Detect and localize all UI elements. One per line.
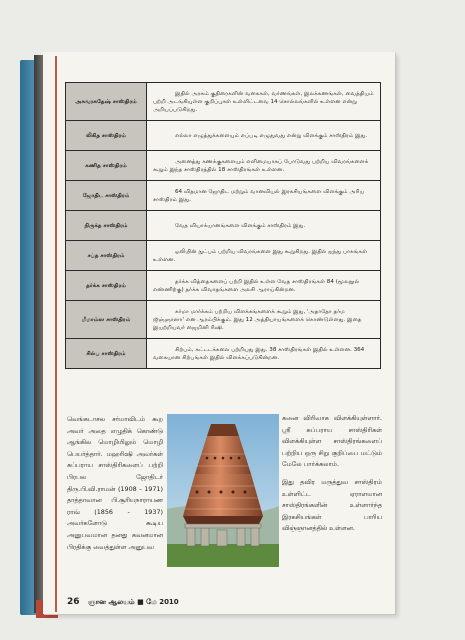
shastra-description: இதில் அரசும் குதிரைகளின் வகைகள், வர்ணங்கள், இலக்கணங்கள், வைத்தியம் பற்றி அடங்கியுள்ள குறிப்புகள் உள்ளிட்டவை 14 சொல்லங்களில் உள்ளன என்று அறியப்படுகிறது. bbox=[147, 83, 381, 121]
shastra-name: நிருக்த சாஸ்திரம் bbox=[66, 211, 147, 241]
magazine-issue: ஞான ஆலயம் ■ மே 2010 bbox=[87, 598, 179, 606]
shastra-row bbox=[66, 339, 381, 369]
shastra-name: கணித சாஸ்திரம் bbox=[66, 151, 147, 181]
shastra-table-body bbox=[66, 83, 381, 369]
article-right-column bbox=[282, 413, 382, 541]
right-paragraph-1: கனை விரிவாக விளக்கியுள்ளார். ஸ்ரீ சுப்பராய சாஸ்திரிகள் விளக்கியுள்ள சாஸ்திரங்களைப் பற்றிய ஒரு சிறு குறிப்பை மட்டும் மேலே பார்க்கலாம். bbox=[282, 414, 382, 469]
shastra-row bbox=[66, 151, 381, 181]
shastra-row bbox=[66, 121, 381, 151]
shastra-name: மீமாம்ஸ சாஸ்திரம் bbox=[66, 301, 147, 339]
shastra-name: சில்ப சாஸ்திரம் bbox=[66, 339, 147, 369]
shastra-name: ஜோதிட சாஸ்திரம் bbox=[66, 181, 147, 211]
shastra-name: அசுவரசுதேஷ் சாஸ்திரம் bbox=[66, 83, 147, 121]
shastra-description: வேத வியாக்யானங்களை விளக்கும் சாஸ்திரம் இது. bbox=[147, 211, 381, 241]
shastra-row bbox=[66, 241, 381, 271]
right-paragraph-2: இது தவிர மருத்துவ சாஸ்திரம் உள்ளிட்ட ஏராளமான சாஸ்திரங்களின் உள்ளார்ந்த இரகசியங்கள் பாரிய விஞ்ஞானத்தில் உள்ளன. bbox=[282, 477, 382, 533]
shastra-description: எல்லா எழுத்துக்களையும் எப்படி எழுதுவது என்று விளக்கும் சாஸ்திரம் இது. bbox=[147, 121, 381, 151]
shastra-description: தர்க்க வித்தைகளைப் பற்றி இதில் உள்ள வேத சாஸ்திரங்கள் 84 (மூலநூல் எண்ணிற்கு) தர்க்க விவாதங்களை அலசி ஆராய்கின்றன. bbox=[147, 271, 381, 301]
shastra-description: ஒலியின் நுட்பம் பற்றிய விவரங்களை இது கூறுகிறது. இதில் ஐந்து பாகங்கள் உள்ளன. bbox=[147, 241, 381, 271]
magazine-page bbox=[43, 52, 395, 614]
margin-rule bbox=[55, 56, 57, 612]
page-footer bbox=[67, 597, 179, 607]
shastra-table bbox=[65, 82, 381, 369]
shastra-row bbox=[66, 211, 381, 241]
shastra-row bbox=[66, 271, 381, 301]
shastra-description: 64 விதமான ஜோதிட மற்றும் வானவியல் இரகசியங்களை விளக்கும் அரிய சாஸ்திரம் இது. bbox=[147, 181, 381, 211]
article-left-column: வெங்கடாசல சர்மாவிடம் கூற அவர் அதை எழுதிக் கொண்டு ஆங்கில மொழியிலும் மொழி பெயர்த்தார். மஹரிஷி அவர்கள் சுப்பராய சாஸ்திரிகளைப் பற்றி பிரபல ஜோதிடர் திரு.பி.வி.ராமன் (1908 - 1971) தாத்தாவான பி.சூரியநாராயண ராவ் (1856 - 1937) அவர்களோடு கூடிய அனுபவமான தனது கவனமான பிரதிக்கு வைத்துள்ள அனுபவ bbox=[67, 415, 163, 551]
shastra-description: சிற்பம், கட்டடக்கலை பற்றியது இது. 38 சாஸ்திரங்கள் இதில் உள்ளன. 364 வகையான சிற்பங்கள் இதில் விளக்கப்படுகின்றன. bbox=[147, 339, 381, 369]
shastra-name: லிகித சாஸ்திரம் bbox=[66, 121, 147, 151]
shastra-row bbox=[66, 181, 381, 211]
shastra-row bbox=[66, 83, 381, 121]
shastra-description: கர்மா மார்க்கம் பற்றிய விளக்கங்களைக் கூறும் இது, 'அதாதோ தர்ம ஜிஞ்ஞாஸா' என ஆரம்பிக்கும். இது 12 அத்தியாயங்களைக் கொண்டுள்ளது. இதை இயற்றியவர் ஜைமினி ரிஷி. bbox=[147, 301, 381, 339]
shastra-name: சப்த சாஸ்திரம் bbox=[66, 241, 147, 271]
shastra-name: தர்க்க சாஸ்திரம் bbox=[66, 271, 147, 301]
shastra-row bbox=[66, 301, 381, 339]
vimana-illustration bbox=[167, 414, 279, 567]
page-number: 26 bbox=[67, 597, 80, 607]
shastra-description: அனைத்து கணக்குகளையும் எளிமையாகப் போடுவது பற்றிய விவரங்களைக் கூறும் இந்த சாஸ்திரத்தில் 18 சாஸ்திரங்கள் உள்ளன. bbox=[147, 151, 381, 181]
